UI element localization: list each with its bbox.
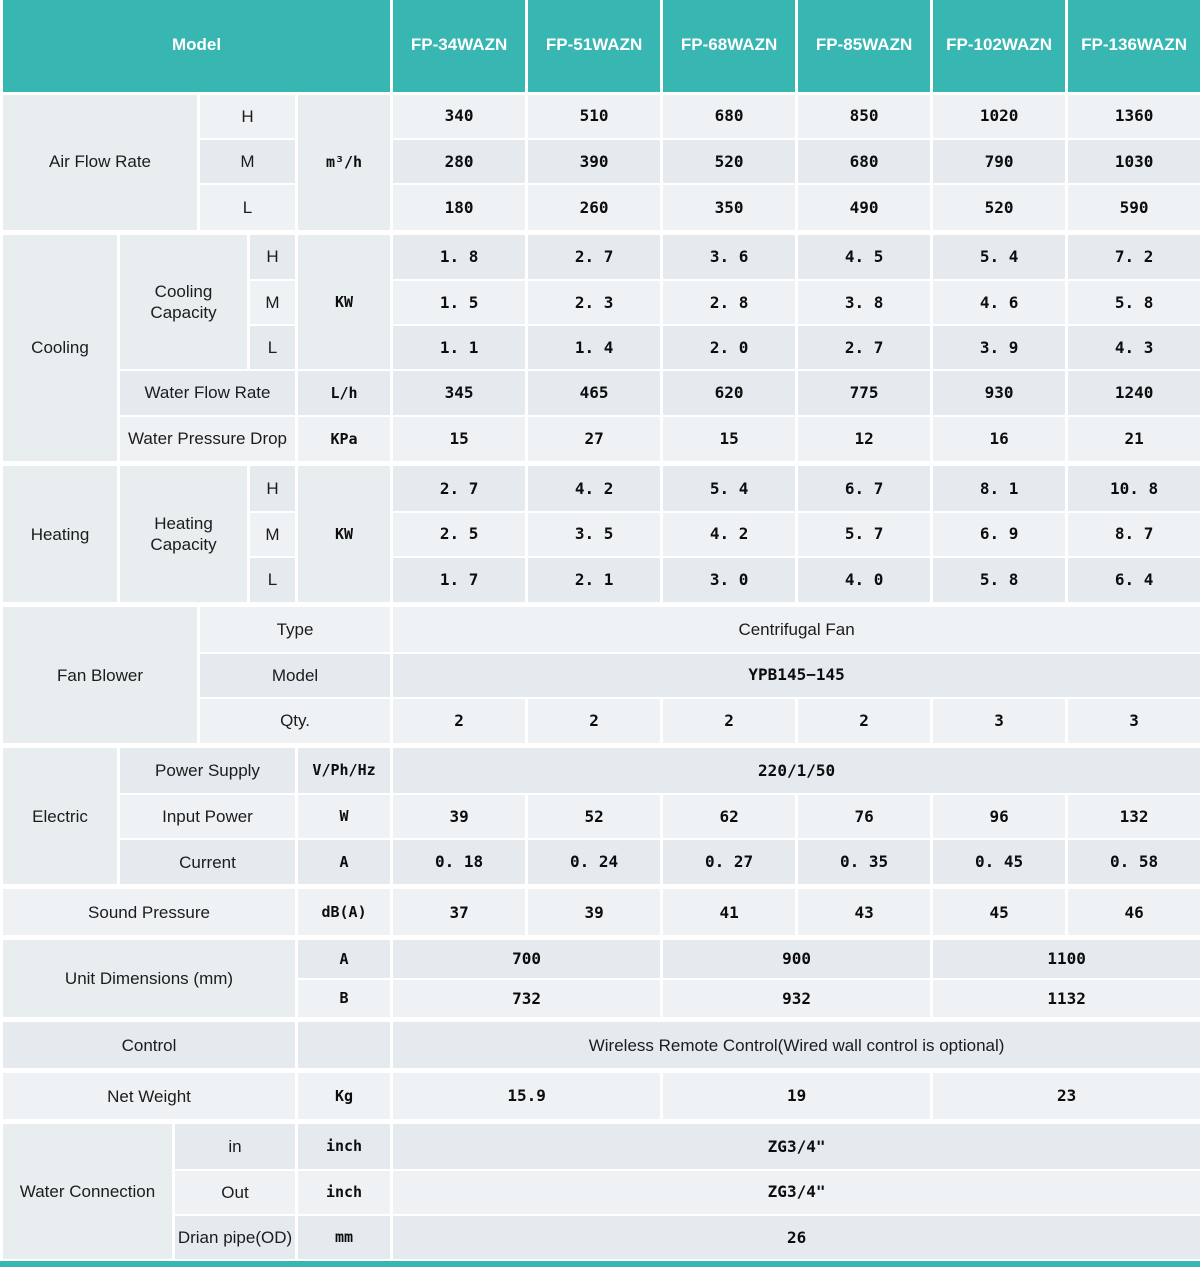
control-label: Control — [2, 1020, 297, 1071]
speed-label: M — [249, 512, 297, 557]
value-cell: 2 — [392, 698, 527, 746]
value-cell: 0. 45 — [932, 839, 1067, 887]
value-cell: 340 — [392, 93, 527, 139]
value-cell: 775 — [797, 370, 932, 415]
value-cell: 6. 9 — [932, 512, 1067, 557]
water-in-value: ZG3/4" — [392, 1122, 1200, 1170]
water-in-row — [2, 1122, 1200, 1170]
water-pressure-drop-row — [2, 416, 1200, 464]
value-cell: 620 — [662, 370, 797, 415]
water-out-value: ZG3/4" — [392, 1170, 1200, 1215]
value-cell: 132 — [1067, 794, 1200, 839]
value-cell: 4. 6 — [932, 280, 1067, 325]
unit-label: inch — [297, 1122, 392, 1170]
current-label: Current — [119, 839, 297, 887]
value-cell: 1. 8 — [392, 232, 527, 280]
section-label-air-flow-rate: Air Flow Rate — [2, 93, 199, 232]
value-cell: 5. 8 — [1067, 280, 1200, 325]
value-cell: 2. 5 — [392, 512, 527, 557]
fan-model-value: YPB145−145 — [392, 653, 1200, 698]
value-cell: 0. 18 — [392, 839, 527, 887]
unit-label: inch — [297, 1170, 392, 1215]
sound-pressure-label: Sound Pressure — [2, 887, 297, 938]
value-cell: 39 — [527, 887, 662, 938]
fan-qty-label: Qty. — [199, 698, 392, 746]
power-supply-label: Power Supply — [119, 746, 297, 794]
drain-pipe-value: 26 — [392, 1215, 1200, 1260]
control-value: Wireless Remote Control(Wired wall control is optional) — [392, 1020, 1200, 1071]
section-label-fan-blower: Fan Blower — [2, 605, 199, 746]
value-cell: 1360 — [1067, 93, 1200, 139]
value-cell: 520 — [932, 184, 1067, 232]
cooling-capacity-label: Cooling Capacity — [119, 232, 249, 370]
value-cell: 3 — [1067, 698, 1200, 746]
value-cell: 45 — [932, 887, 1067, 938]
model-column-header: FP-34WAZN — [392, 0, 527, 93]
value-cell: 5. 7 — [797, 512, 932, 557]
value-cell: 21 — [1067, 416, 1200, 464]
value-cell: 4. 0 — [797, 557, 932, 605]
value-cell: 260 — [527, 184, 662, 232]
model-column-header: FP-85WAZN — [797, 0, 932, 93]
value-cell: 0. 58 — [1067, 839, 1200, 887]
value-cell: 6. 4 — [1067, 557, 1200, 605]
unit-dimensions-label: Unit Dimensions (mm) — [2, 938, 297, 1020]
unit-label: L/h — [297, 370, 392, 415]
value-cell: 850 — [797, 93, 932, 139]
value-cell: 280 — [392, 139, 527, 184]
unit-label: dB(A) — [297, 887, 392, 938]
value-cell: 6. 7 — [797, 464, 932, 512]
value-cell: 790 — [932, 139, 1067, 184]
drain-pipe-label: Drian pipe(OD) — [174, 1215, 297, 1260]
water-pressure-drop-label: Water Pressure Drop — [119, 416, 297, 464]
net-weight-row — [2, 1071, 1200, 1122]
value-cell: 2 — [797, 698, 932, 746]
fan-type-label: Type — [199, 605, 392, 653]
value-cell: 1. 1 — [392, 325, 527, 370]
section-label-electric: Electric — [2, 746, 119, 887]
value-cell: 39 — [392, 794, 527, 839]
value-cell: 0. 24 — [527, 839, 662, 887]
input-power-row — [2, 794, 1200, 839]
empty-unit-cell — [297, 1020, 392, 1071]
unit-label: W — [297, 794, 392, 839]
unit-label: A — [297, 839, 392, 887]
value-cell: 19 — [662, 1071, 932, 1122]
speed-label: M — [199, 139, 297, 184]
value-cell: 1. 5 — [392, 280, 527, 325]
value-cell: 5. 8 — [932, 557, 1067, 605]
unit-label: mm — [297, 1215, 392, 1260]
value-cell: 590 — [1067, 184, 1200, 232]
value-cell: 0. 35 — [797, 839, 932, 887]
value-cell: 15.9 — [392, 1071, 662, 1122]
value-cell: 15 — [662, 416, 797, 464]
heating-capacity-h-row — [2, 464, 1200, 512]
value-cell: 3. 5 — [527, 512, 662, 557]
value-cell: 43 — [797, 887, 932, 938]
value-cell: 10. 8 — [1067, 464, 1200, 512]
model-column-header: FP-68WAZN — [662, 0, 797, 93]
power-supply-row — [2, 746, 1200, 794]
value-cell: 52 — [527, 794, 662, 839]
value-cell: 520 — [662, 139, 797, 184]
section-label-heating: Heating — [2, 464, 119, 605]
unit-label: KW — [297, 464, 392, 605]
value-cell: 2. 3 — [527, 280, 662, 325]
value-cell: 180 — [392, 184, 527, 232]
unit-label: Kg — [297, 1071, 392, 1122]
value-cell: 16 — [932, 416, 1067, 464]
value-cell: 3 — [932, 698, 1067, 746]
value-cell: 1030 — [1067, 139, 1200, 184]
value-cell: 930 — [932, 370, 1067, 415]
value-cell: 1. 7 — [392, 557, 527, 605]
dimension-label: B — [297, 979, 392, 1020]
value-cell: 23 — [932, 1071, 1200, 1122]
fan-type-row — [2, 605, 1200, 653]
table-header-row — [2, 0, 1200, 93]
fan-model-label: Model — [199, 653, 392, 698]
speed-label: L — [199, 184, 297, 232]
value-cell: 3. 9 — [932, 325, 1067, 370]
bottom-accent-bar — [0, 1261, 1200, 1267]
value-cell: 3. 0 — [662, 557, 797, 605]
value-cell: 3. 8 — [797, 280, 932, 325]
value-cell: 8. 1 — [932, 464, 1067, 512]
value-cell: 345 — [392, 370, 527, 415]
unit-label: KPa — [297, 416, 392, 464]
value-cell: 96 — [932, 794, 1067, 839]
value-cell: 2. 7 — [527, 232, 662, 280]
value-cell: 3. 6 — [662, 232, 797, 280]
value-cell: 1100 — [932, 938, 1200, 979]
value-cell: 5. 4 — [932, 232, 1067, 280]
value-cell: 46 — [1067, 887, 1200, 938]
current-row — [2, 839, 1200, 887]
value-cell: 4. 2 — [527, 464, 662, 512]
value-cell: 5. 4 — [662, 464, 797, 512]
unit-label: V/Ph/Hz — [297, 746, 392, 794]
input-power-label: Input Power — [119, 794, 297, 839]
value-cell: 2. 7 — [797, 325, 932, 370]
heating-capacity-label: Heating Capacity — [119, 464, 249, 605]
value-cell: 680 — [662, 93, 797, 139]
control-row — [2, 1020, 1200, 1071]
value-cell: 2. 7 — [392, 464, 527, 512]
value-cell: 700 — [392, 938, 662, 979]
value-cell: 12 — [797, 416, 932, 464]
speed-label: L — [249, 557, 297, 605]
speed-label: H — [199, 93, 297, 139]
unit-label: KW — [297, 232, 392, 370]
value-cell: 76 — [797, 794, 932, 839]
value-cell: 62 — [662, 794, 797, 839]
value-cell: 510 — [527, 93, 662, 139]
value-cell: 680 — [797, 139, 932, 184]
sound-pressure-row — [2, 887, 1200, 938]
model-column-header: FP-51WAZN — [527, 0, 662, 93]
section-label-water-connection: Water Connection — [2, 1122, 174, 1260]
speed-label: L — [249, 325, 297, 370]
value-cell: 2 — [662, 698, 797, 746]
unit-label: m³/h — [297, 93, 392, 232]
value-cell: 4. 3 — [1067, 325, 1200, 370]
value-cell: 27 — [527, 416, 662, 464]
water-flow-rate-label: Water Flow Rate — [119, 370, 297, 415]
model-column-header: FP-136WAZN — [1067, 0, 1200, 93]
value-cell: 1020 — [932, 93, 1067, 139]
value-cell: 1. 4 — [527, 325, 662, 370]
value-cell: 7. 2 — [1067, 232, 1200, 280]
cooling-capacity-h-row — [2, 232, 1200, 280]
drain-pipe-row — [2, 1215, 1200, 1260]
fan-type-value: Centrifugal Fan — [392, 605, 1200, 653]
air-flow-rate-h-row — [2, 93, 1200, 139]
value-cell: 2. 0 — [662, 325, 797, 370]
value-cell: 8. 7 — [1067, 512, 1200, 557]
value-cell: 0. 27 — [662, 839, 797, 887]
value-cell: 15 — [392, 416, 527, 464]
speed-label: M — [249, 280, 297, 325]
value-cell: 2. 1 — [527, 557, 662, 605]
value-cell: 900 — [662, 938, 932, 979]
value-cell: 37 — [392, 887, 527, 938]
speed-label: H — [249, 464, 297, 512]
value-cell: 350 — [662, 184, 797, 232]
value-cell: 490 — [797, 184, 932, 232]
power-supply-value: 220/1/50 — [392, 746, 1200, 794]
water-out-row — [2, 1170, 1200, 1215]
water-in-label: in — [174, 1122, 297, 1170]
model-column-header: FP-102WAZN — [932, 0, 1067, 93]
value-cell: 41 — [662, 887, 797, 938]
value-cell: 4. 5 — [797, 232, 932, 280]
water-out-label: Out — [174, 1170, 297, 1215]
value-cell: 2 — [527, 698, 662, 746]
value-cell: 390 — [527, 139, 662, 184]
speed-label: H — [249, 232, 297, 280]
value-cell: 932 — [662, 979, 932, 1020]
value-cell: 4. 2 — [662, 512, 797, 557]
value-cell: 1132 — [932, 979, 1200, 1020]
model-corner-label: Model — [2, 0, 392, 93]
value-cell: 732 — [392, 979, 662, 1020]
value-cell: 1240 — [1067, 370, 1200, 415]
net-weight-label: Net Weight — [2, 1071, 297, 1122]
value-cell: 465 — [527, 370, 662, 415]
dimension-a-row — [2, 938, 1200, 979]
value-cell: 2. 8 — [662, 280, 797, 325]
water-flow-rate-row — [2, 370, 1200, 415]
section-label-cooling: Cooling — [2, 232, 119, 463]
dimension-label: A — [297, 938, 392, 979]
